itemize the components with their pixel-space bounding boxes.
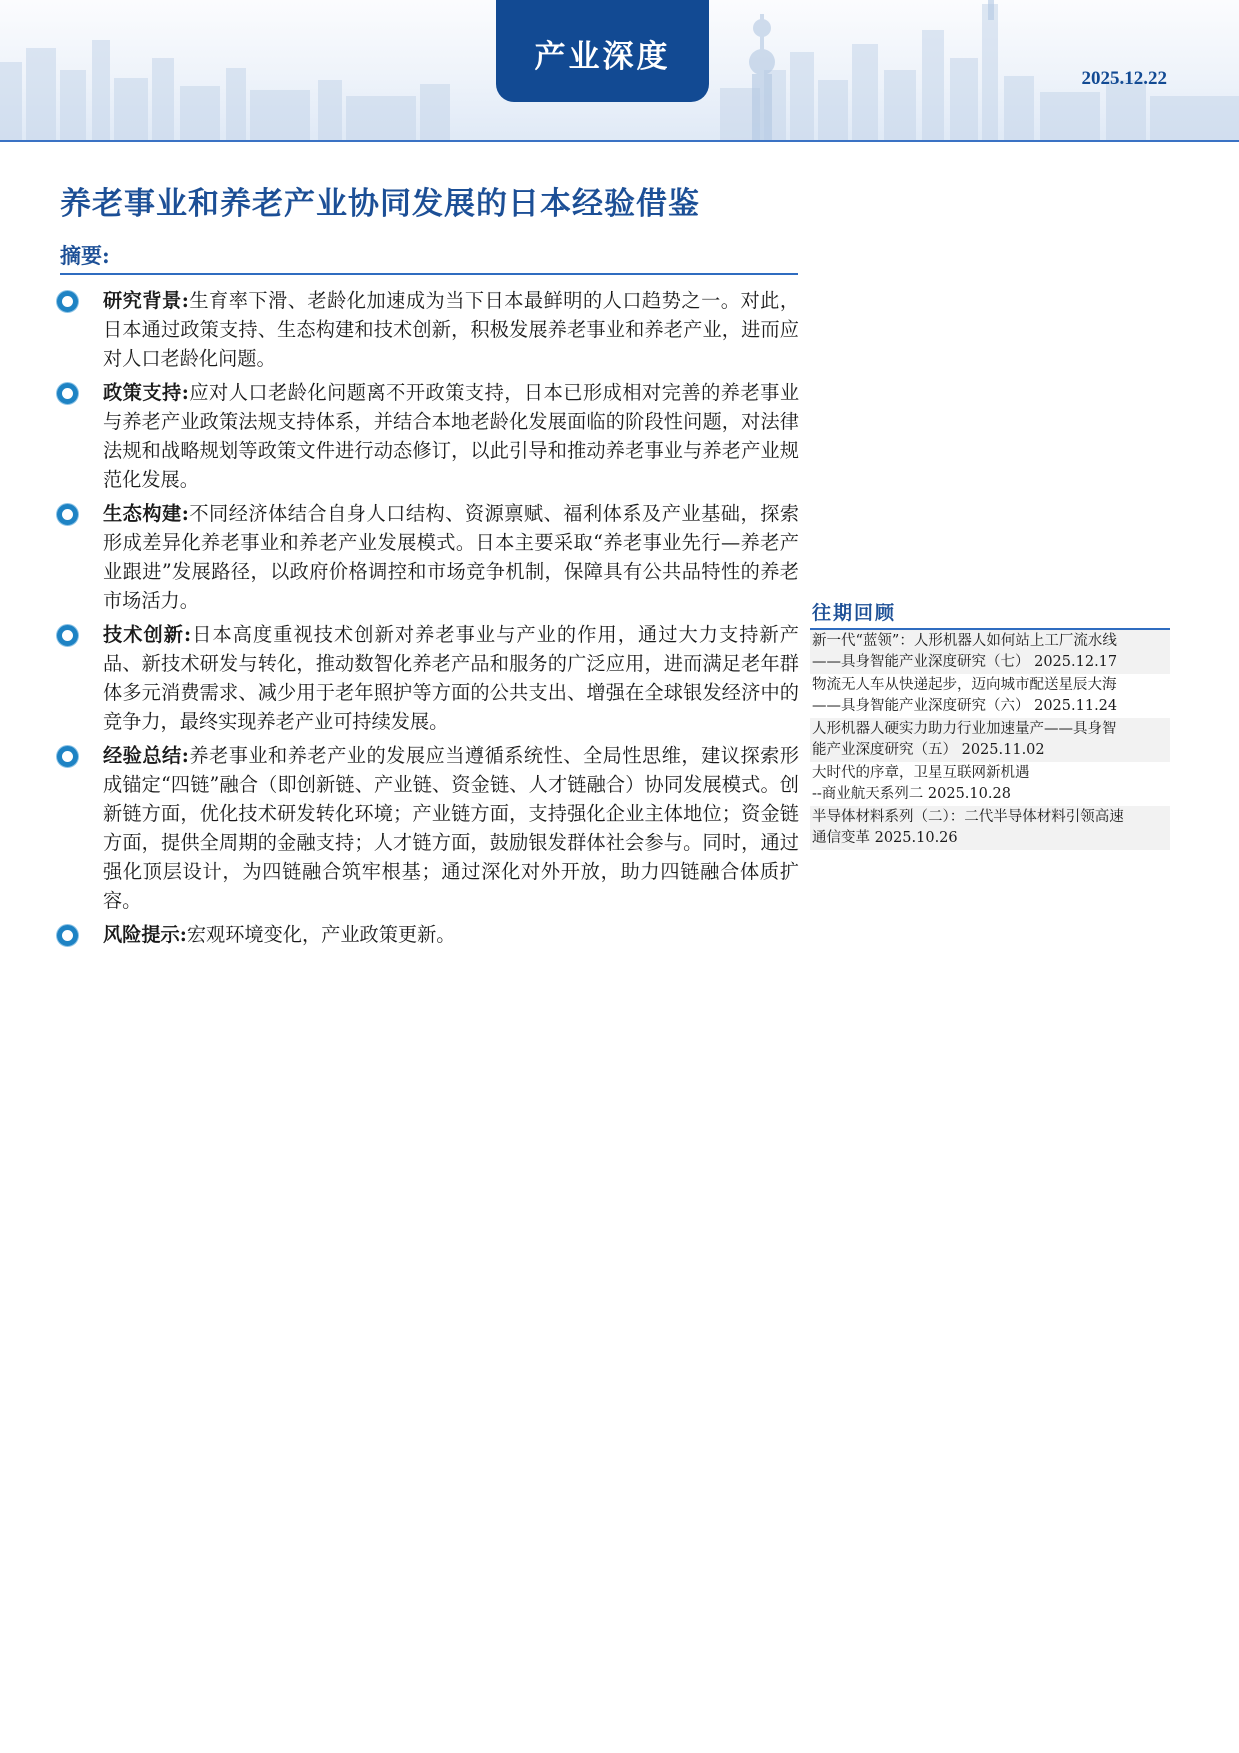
abstract-point-body: 不同经济体结合自身人口结构、资源禀赋、福利体系及产业基础，探索形成差异化养老事业和养老产业发展模式。日本主要采取“养老事业先行—养老产业跟进”发展路径，以政府价格调控和市场竞争机制，保障具有公共品特性的养老市场活力。 bbox=[103, 502, 800, 612]
past-issue-line: 半导体材料系列（二）：二代半导体材料引领高速 bbox=[812, 809, 1124, 825]
past-issue-line: 人形机器人硬实力助力行业加速量产——具身智 bbox=[812, 721, 1117, 737]
past-issue-item[interactable] bbox=[810, 630, 1170, 674]
past-issue-line: 能产业深度研究（五） 2025.11.02 bbox=[812, 742, 1045, 758]
past-issues-list bbox=[810, 630, 1170, 850]
bullet-icon bbox=[57, 504, 78, 525]
abstract-point-body: 养老事业和养老产业的发展应当遵循系统性、全局性思维，建议探索形成锚定“四链”融合（即创新链、产业链、资金链、人才链融合）协同发展模式。创新链方面，优化技术研发转化环境；产业链方面，支持强化企业主体地位；资金链方面，提供全周期的金融支持；人才链方面，鼓励银发群体社会参与。同时，通过强化顶层设计，为四链融合筑牢根基；通过深化对外开放，助力四链融合体质扩容。 bbox=[103, 744, 800, 912]
report-type-tab: 产业深度 bbox=[496, 0, 709, 102]
abstract-point-text bbox=[103, 741, 799, 915]
past-issue-item[interactable] bbox=[810, 674, 1170, 718]
abstract-point-body: 生育率下滑、老龄化加速成为当下日本最鲜明的人口趋势之一。对此，日本通过政策支持、生态构建和技术创新，积极发展养老事业和养老产业，进而应对人口老龄化问题。 bbox=[103, 289, 800, 370]
abstract-point-body: 应对人口老龄化问题离不开政策支持，日本已形成相对完善的养老事业与养老产业政策法规支持体系，并结合本地老龄化发展面临的阶段性问题，对法律法规和战略规划等政策文件进行动态修订，以此引导和推动养老事业与养老产业规范化发展。 bbox=[103, 381, 800, 491]
past-issue-item[interactable] bbox=[810, 718, 1170, 762]
past-issue-line: 大时代的序章，卫星互联网新机遇 bbox=[812, 765, 1030, 781]
bullet-icon bbox=[57, 383, 78, 404]
abstract-point-ecosystem bbox=[57, 499, 799, 615]
bullet-icon bbox=[57, 291, 78, 312]
past-issues-title: 往期回顾 bbox=[812, 602, 897, 624]
abstract-point-text bbox=[103, 499, 799, 615]
bullet-icon bbox=[57, 625, 78, 646]
past-issues-panel bbox=[810, 598, 1170, 850]
past-issue-line: ——具身智能产业深度研究（六） 2025.11.24 bbox=[812, 698, 1118, 714]
past-issue-line: 物流无人车从快递起步，迈向城市配送星辰大海 bbox=[812, 677, 1117, 693]
bullet-icon bbox=[57, 925, 78, 946]
past-issue-line: ——具身智能产业深度研究（七） 2025.12.17 bbox=[812, 654, 1118, 670]
abstract-point-heading: 风险提示: bbox=[103, 923, 187, 946]
past-issue-item[interactable] bbox=[810, 806, 1170, 850]
abstract-point-innovation bbox=[57, 620, 799, 736]
abstract-point-heading: 生态构建: bbox=[103, 502, 189, 525]
abstract-label: 摘要: bbox=[60, 243, 110, 268]
abstract-point-background bbox=[57, 286, 799, 373]
past-issue-item[interactable] bbox=[810, 762, 1170, 806]
report-title: 养老事业和养老产业协同发展的日本经验借鉴 bbox=[60, 186, 700, 222]
page-header bbox=[0, 0, 1239, 142]
report-date: 2025.12.22 bbox=[1081, 68, 1167, 89]
abstract-point-text bbox=[103, 286, 799, 373]
abstract-point-policy bbox=[57, 378, 799, 494]
abstract-point-text bbox=[103, 920, 799, 949]
abstract-point-heading: 经验总结: bbox=[103, 744, 189, 767]
abstract-point-text bbox=[103, 378, 799, 494]
abstract-point-risk bbox=[57, 920, 799, 949]
abstract-point-body: 宏观环境变化，产业政策更新。 bbox=[186, 923, 456, 946]
past-issue-line: 新一代“蓝领”：人形机器人如何站上工厂流水线 bbox=[812, 633, 1117, 649]
abstract-point-heading: 政策支持: bbox=[103, 381, 189, 404]
past-issue-line: 通信变革 2025.10.26 bbox=[812, 830, 958, 846]
bullet-icon bbox=[57, 746, 78, 767]
abstract-point-text bbox=[103, 620, 799, 736]
abstract-point-body: 日本高度重视技术创新对养老事业与产业的作用，通过大力支持新产品、新技术研发与转化，推动数智化养老产品和服务的广泛应用，进而满足老年群体多元消费需求、减少用于老年照护等方面的公共支出、增强在全球银发经济中的竞争力，最终实现养老产业可持续发展。 bbox=[103, 623, 799, 733]
abstract-point-summary bbox=[57, 741, 799, 915]
header-divider bbox=[0, 140, 1239, 142]
abstract-points bbox=[57, 286, 799, 954]
abstract-point-heading: 研究背景: bbox=[103, 289, 189, 312]
past-issue-line: --商业航天系列二 2025.10.28 bbox=[812, 786, 1011, 802]
abstract-point-heading: 技术创新: bbox=[103, 623, 192, 646]
abstract-divider bbox=[60, 273, 798, 275]
